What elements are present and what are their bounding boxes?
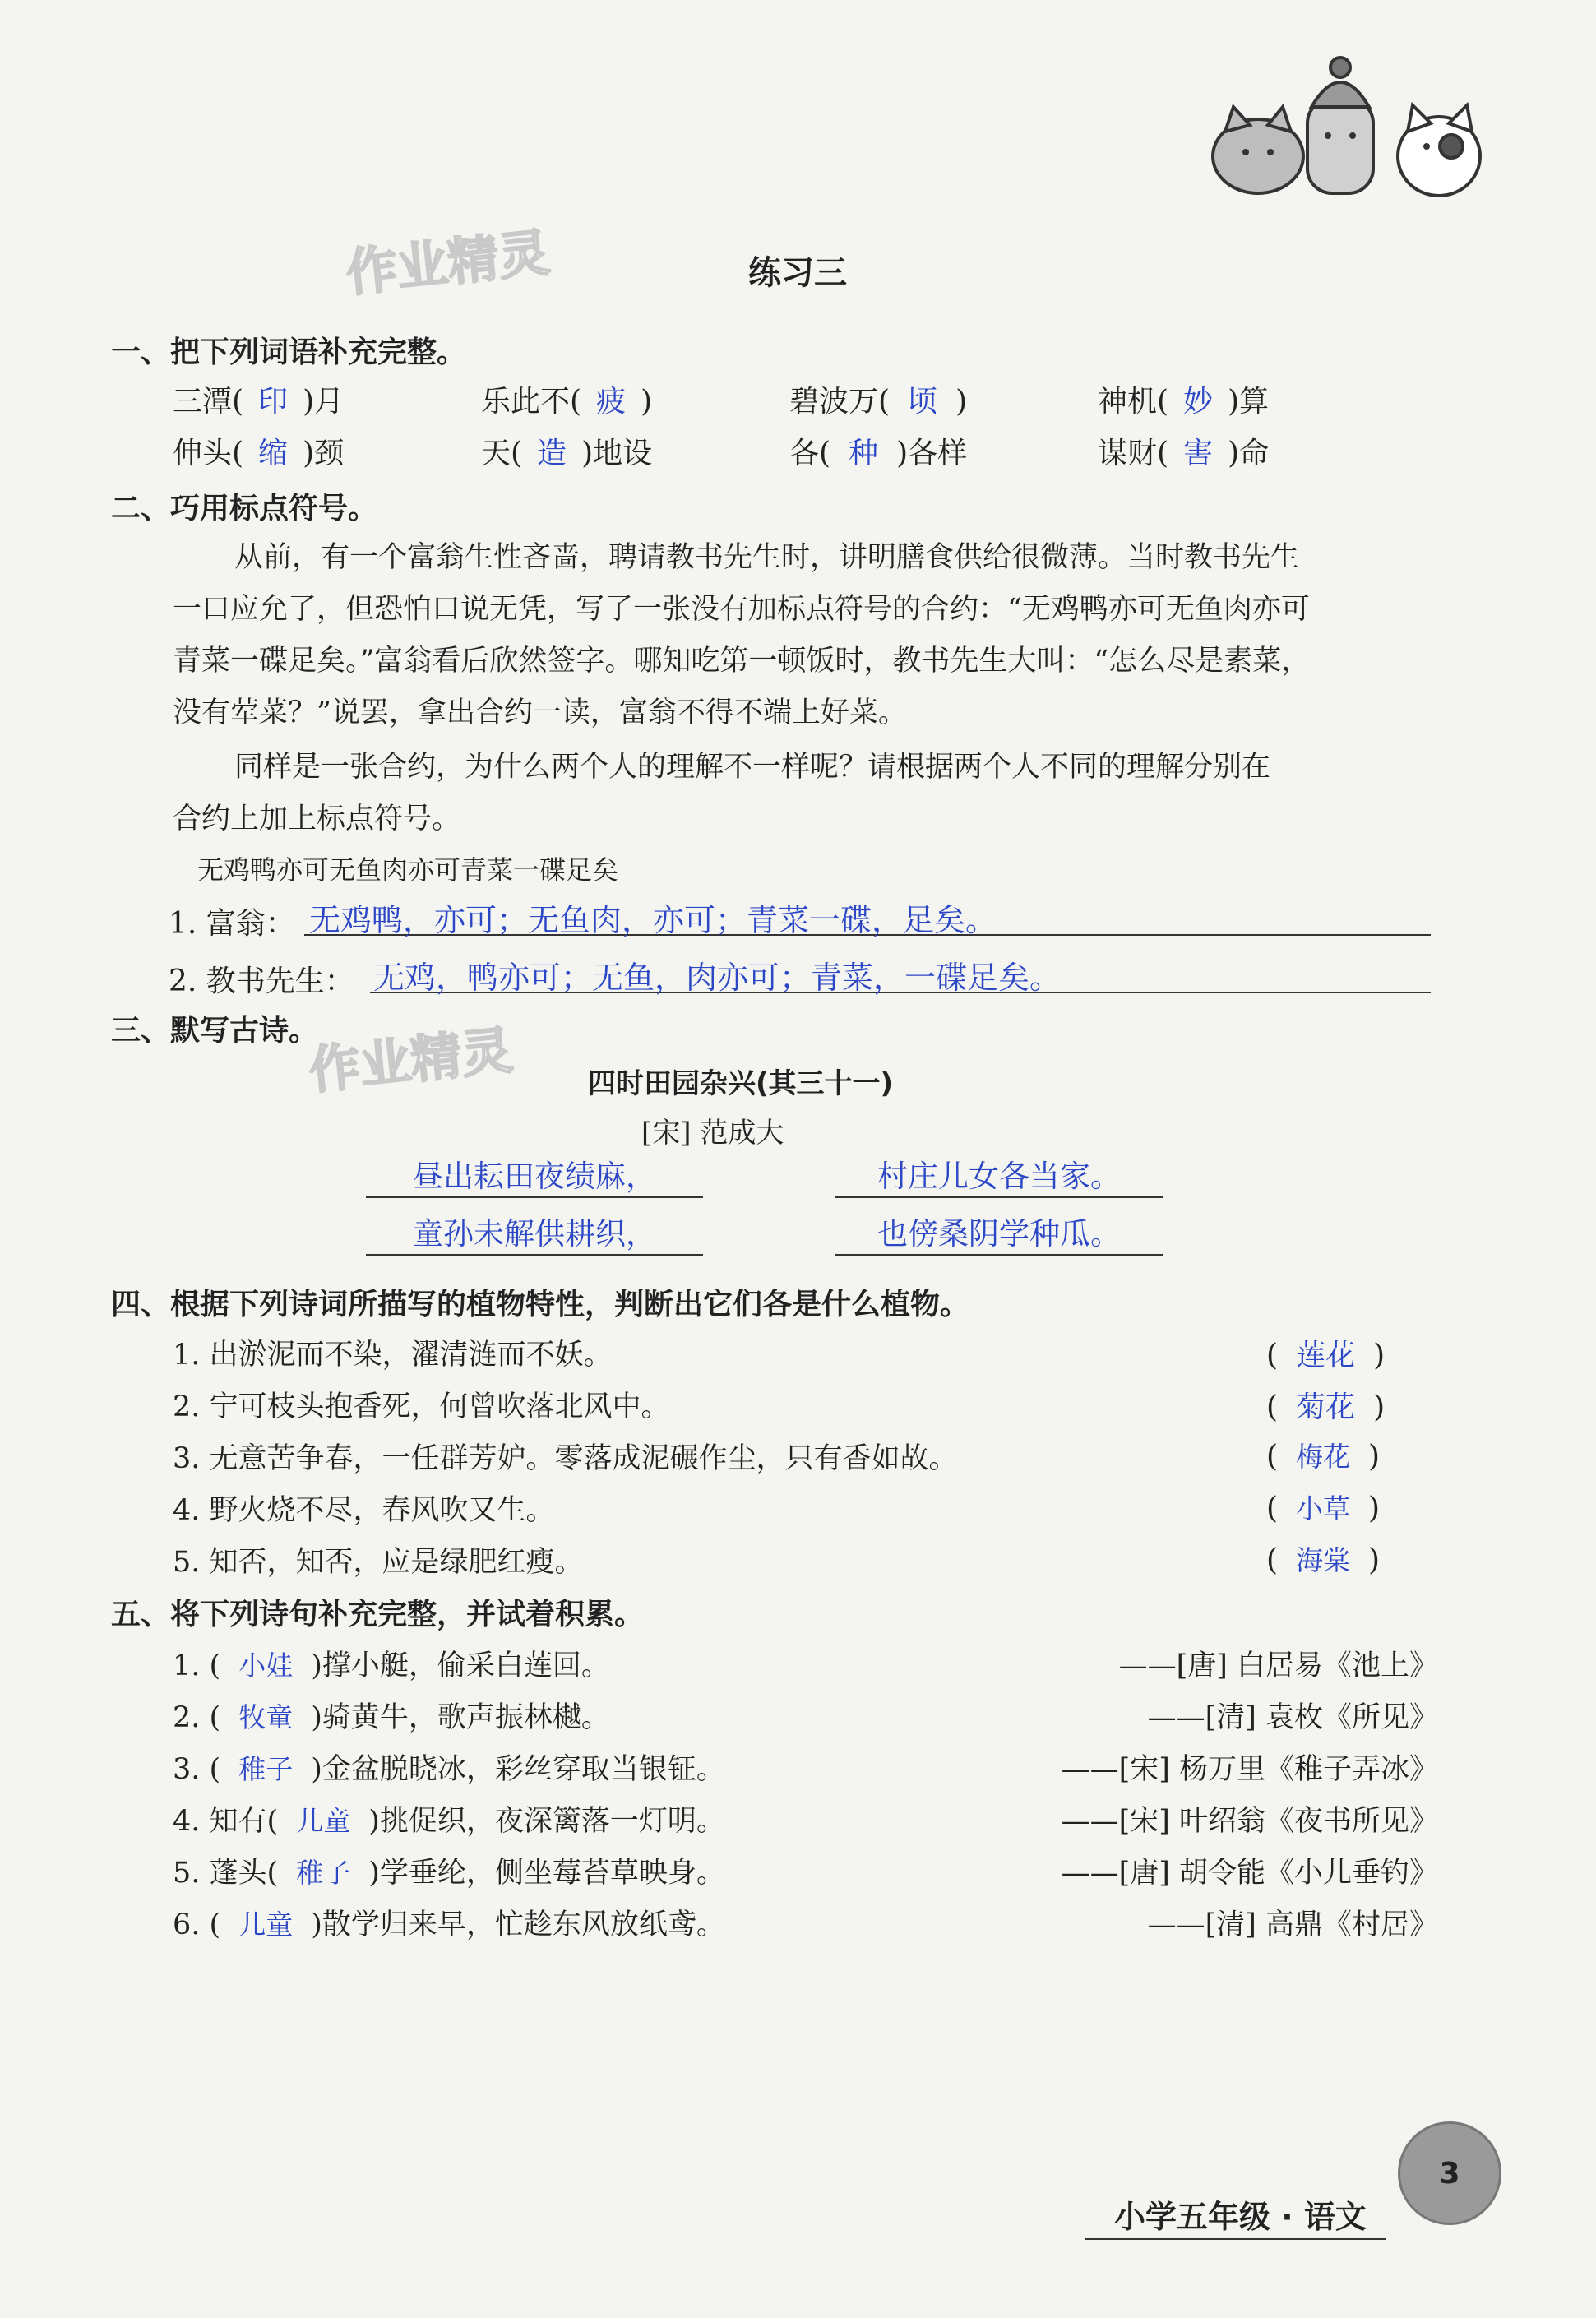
plant-answer: ( 小草 ) — [1266, 1492, 1381, 1525]
answer: 疲 — [596, 385, 627, 419]
fill-item: 神机( 妙 )算 — [1098, 385, 1270, 419]
answer: 村庄儿女各当家。 — [877, 1159, 1121, 1194]
verse-item: 4. 知有( 儿童 )挑促织，夜深篱落一灯明。 — [173, 1805, 725, 1838]
verse-source: ——[宋] 叶绍翁《夜书所见》 — [1061, 1805, 1438, 1838]
fill-item: 乐此不( 疲 ) — [481, 385, 653, 419]
answer: 儿童 — [296, 1805, 351, 1837]
answer: 无鸡，鸭亦可；无鱼，肉亦可；青菜，一碟足矣。 — [373, 960, 1062, 996]
plant-question: 4. 野火烧不尽，春风吹又生。 — [173, 1494, 555, 1527]
verse-item: 5. 蓬头( 稚子 )学垂纶，侧坐莓苔草映身。 — [173, 1857, 725, 1890]
answer: 莲花 — [1296, 1339, 1356, 1372]
verse-item: 3. ( 稚子 )金盆脱晓冰，彩丝穿取当银钲。 — [173, 1753, 725, 1786]
answer: 顷 — [908, 385, 938, 419]
answer: 小娃 — [238, 1649, 294, 1682]
answer: 海棠 — [1296, 1544, 1351, 1576]
plant-answer: ( 梅花 ) — [1266, 1440, 1381, 1474]
plant-question: 2. 宁可枝头抱香死，何曾吹落北风中。 — [173, 1390, 670, 1423]
paragraph-line: 一口应允了，但恐怕口说无凭，写了一张没有加标点符号的合约：“无鸡鸭亦可无鱼肉亦可 — [173, 593, 1310, 626]
watermark: 作业精灵 — [343, 222, 553, 303]
answer-line — [304, 895, 1431, 936]
verse-source: ——[唐] 胡令能《小儿垂钓》 — [1061, 1857, 1438, 1890]
answer: 无鸡鸭，亦可；无鱼肉，亦可；青菜一碟，足矣。 — [309, 902, 997, 938]
fill-item: 各( 种 )各样 — [789, 437, 968, 470]
answer: 种 — [849, 437, 879, 470]
paragraph-line: 合约上加上标点符号。 — [173, 803, 461, 835]
answer: 童孙未解供耕织， — [413, 1216, 656, 1252]
answer: 造 — [537, 437, 567, 470]
answer: 害 — [1183, 437, 1214, 470]
watermark: 作业精灵 — [306, 1020, 516, 1101]
paragraph-line: 没有荤菜？”说罢，拿出合约一读，富翁不得不端上好菜。 — [173, 696, 907, 729]
answer: 菊花 — [1296, 1390, 1356, 1424]
answer: 印 — [258, 385, 289, 419]
footer-label: 小学五年级 · 语文 — [1114, 2199, 1367, 2235]
plant-question: 3. 无意苦争春，一任群芳妒。零落成泥碾作尘，只有香如故。 — [173, 1442, 958, 1475]
verse-source: ——[清] 高鼎《村居》 — [1147, 1909, 1438, 1941]
answer: 也傍桑阴学种瓜。 — [877, 1216, 1121, 1252]
answer: 稚子 — [296, 1857, 351, 1889]
footer-underline — [1085, 2238, 1386, 2240]
answer: 梅花 — [1296, 1441, 1351, 1473]
answer: 小草 — [1296, 1492, 1351, 1525]
plant-answer: ( 海棠 ) — [1266, 1543, 1381, 1577]
plant-question: 1. 出淤泥而不染，濯清涟而不妖。 — [173, 1339, 613, 1372]
answer-line — [370, 952, 1431, 996]
fill-item: 天( 造 )地设 — [481, 437, 653, 470]
answer: 稚子 — [238, 1753, 294, 1785]
fill-item: 谋财( 害 )命 — [1098, 437, 1270, 470]
poem-author: [宋] 范成大 — [641, 1117, 784, 1150]
verse-item: 1. ( 小娃 )撑小艇，偷采白莲回。 — [173, 1649, 610, 1682]
answer: 妙 — [1183, 385, 1214, 419]
plant-answer: ( 菊花 ) — [1266, 1390, 1386, 1424]
verse-source: ——[唐] 白居易《池上》 — [1118, 1649, 1438, 1682]
answer: 牧童 — [238, 1701, 294, 1733]
verse-item: 2. ( 牧童 )骑黄牛，歌声振林樾。 — [173, 1701, 610, 1734]
answer: 昼出耘田夜绩麻， — [413, 1159, 656, 1194]
verse-source: ——[清] 袁枚《所见》 — [1147, 1701, 1438, 1734]
q1-label: 1. 富翁： — [169, 907, 295, 941]
section-heading: 三、默写古诗。 — [111, 1014, 319, 1048]
fill-item: 伸头( 缩 )颈 — [173, 437, 345, 470]
paragraph-line: 青菜一碟足矣。”富翁看后欣然签字。哪知吃第一顿饭时，教书先生大叫：“怎么尽是素菜， — [173, 645, 1311, 678]
poem-line — [835, 1209, 1163, 1256]
poem-title: 四时田园杂兴(其三十一) — [588, 1067, 894, 1100]
poem-line — [366, 1209, 703, 1256]
poem-line — [366, 1151, 703, 1198]
plant-question: 5. 知否，知否，应是绿肥红瘦。 — [173, 1546, 584, 1579]
plant-answer: ( 莲花 ) — [1266, 1339, 1386, 1372]
section-heading: 二、巧用标点符号。 — [111, 492, 378, 525]
page-title: 练习三 — [748, 254, 847, 292]
section-heading: 四、根据下列诗词所描写的植物特性，判断出它们各是什么植物。 — [111, 1288, 970, 1321]
poem-line — [835, 1151, 1163, 1198]
section-heading: 五、将下列诗句补充完整，并试着积累。 — [111, 1598, 645, 1631]
paragraph-line: 同样是一张合约，为什么两个人的理解不一样呢？请根据两个人不同的理解分别在 — [234, 751, 1271, 784]
q2-label: 2. 教书先生： — [169, 965, 354, 998]
verse-item: 6. ( 儿童 )散学归来早，忙趁东风放纸鸢。 — [173, 1909, 725, 1941]
contract-text: 无鸡鸭亦可无鱼肉亦可青菜一碟足矣 — [197, 854, 619, 886]
section-heading: 一、把下列词语补充完整。 — [111, 335, 467, 369]
verse-source: ——[宋] 杨万里《稚子弄冰》 — [1061, 1753, 1438, 1786]
answer: 儿童 — [238, 1909, 294, 1941]
fill-item: 碧波万( 顷 ) — [789, 385, 968, 419]
paragraph-line: 从前，有一个富翁生性吝啬，聘请教书先生时，讲明膳食供给很微薄。当时教书先生 — [234, 541, 1300, 574]
cats-illustration — [1200, 49, 1497, 206]
page-number: 3 — [1398, 2121, 1501, 2225]
fill-item: 三潭( 印 )月 — [173, 385, 345, 419]
answer: 缩 — [258, 437, 289, 470]
